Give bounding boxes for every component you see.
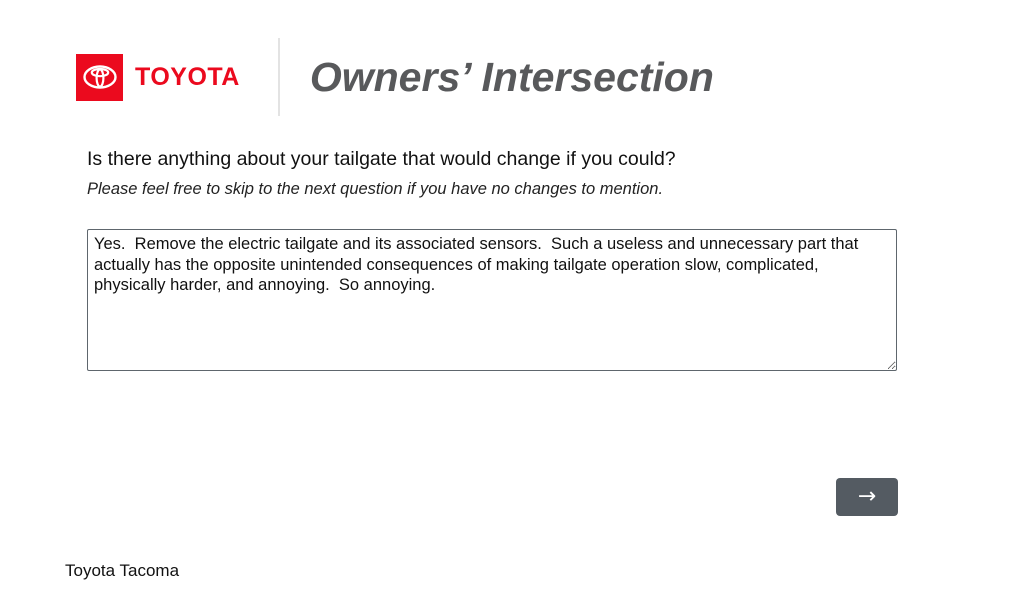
program-title: Owners’ Intersection — [309, 53, 714, 100]
vehicle-label: Toyota Tacoma — [65, 561, 180, 580]
instruction-text: Please feel free to skip to the next question if you have no changes to mention. — [87, 180, 664, 198]
header-divider — [278, 38, 280, 116]
toyota-emblem-icon — [76, 54, 123, 101]
header — [76, 38, 714, 116]
brand-name: TOYOTA — [135, 62, 240, 91]
next-button[interactable] — [836, 478, 898, 516]
answer-textarea[interactable] — [87, 229, 897, 371]
arrow-right-icon: → — [857, 484, 877, 509]
question-text: Is there anything about your tailgate that would change if you could? — [87, 148, 676, 170]
toyota-logo — [76, 38, 240, 116]
